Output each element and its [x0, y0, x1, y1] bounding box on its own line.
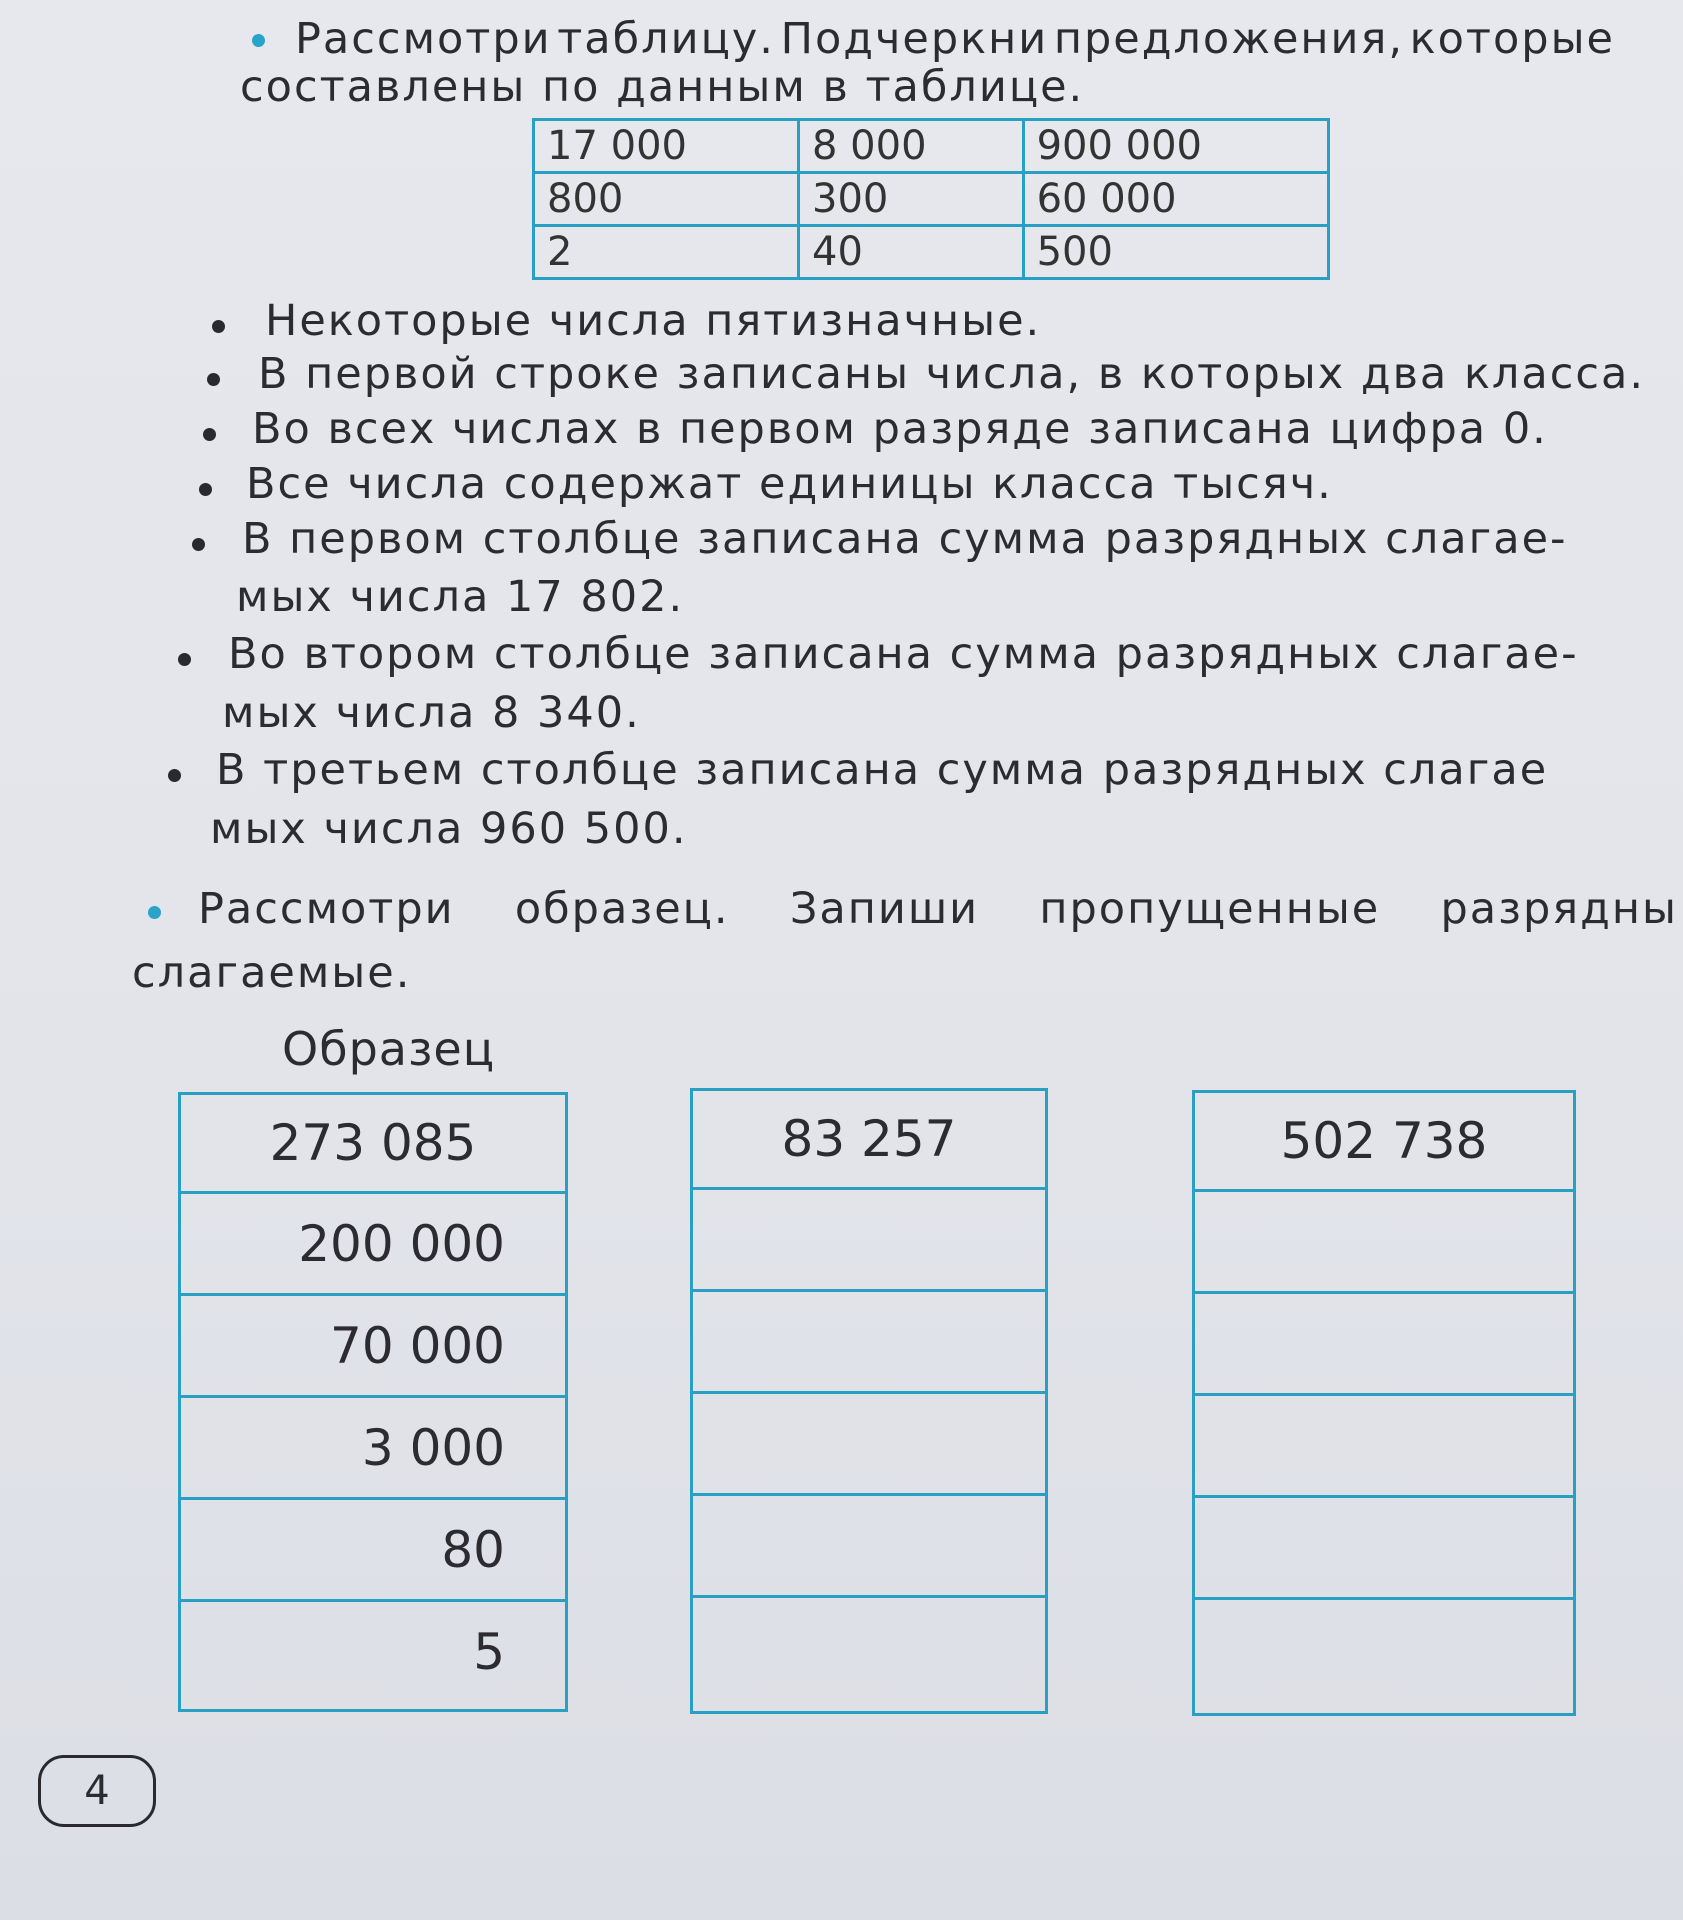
task2-word: Запиши [789, 884, 980, 934]
answer-cell[interactable] [1195, 1393, 1573, 1495]
table-cell: 17 000 [534, 120, 799, 173]
answer-cell[interactable] [1195, 1597, 1573, 1699]
sample-label: Образец [282, 1022, 496, 1076]
statement-bullet-icon [192, 538, 205, 551]
exercise-column-1 [690, 1088, 1048, 1714]
table-cell: 300 [799, 173, 1024, 226]
table-cell: 8 000 [799, 120, 1024, 173]
exercise-column-2 [1192, 1090, 1576, 1716]
table-cell: 900 000 [1023, 120, 1328, 173]
statement-5-line1: В первом столбце записана сумма разрядных слагае- [242, 514, 1568, 564]
sample-cell: 5 [181, 1599, 565, 1701]
answer-cell[interactable] [1195, 1495, 1573, 1597]
table-cell: 800 [534, 173, 799, 226]
task1-word: которые [1409, 14, 1615, 64]
statement-1: Некоторые числа пятизначные. [265, 296, 1042, 346]
task2-word: разрядны [1440, 884, 1678, 934]
statement-7-line1: В третьем столбце записана сумма разрядных слагае [216, 745, 1549, 795]
statement-2: В первой строке записаны числа, в которых два класса. [258, 349, 1646, 399]
statement-bullet-icon [212, 320, 225, 333]
statement-bullet-icon [199, 483, 212, 496]
exercise-header-cell: 502 738 [1280, 1112, 1488, 1170]
sample-column [178, 1092, 568, 1712]
answer-cell[interactable] [693, 1289, 1045, 1391]
answer-cell[interactable] [693, 1595, 1045, 1697]
statement-bullet-icon [168, 769, 181, 782]
task2-bullet-icon [148, 906, 161, 919]
statement-7-line2: мых числа 960 500. [210, 804, 688, 854]
task1-line2: составлены по данным в таблице. [240, 62, 1085, 112]
task2-word: Рассмотри [198, 884, 455, 934]
sample-cell: 70 000 [181, 1293, 565, 1395]
task1-word: Рассмотри [295, 14, 552, 64]
answer-cell[interactable] [693, 1187, 1045, 1289]
task1-word: предложения, [1053, 14, 1405, 64]
table-cell: 40 [799, 226, 1024, 279]
answer-cell[interactable] [693, 1391, 1045, 1493]
task1-bullet-icon [252, 34, 265, 47]
statement-6-line1: Во втором столбце записана сумма разрядных слагае- [228, 629, 1579, 679]
task1-word: таблицу. [557, 14, 775, 64]
numbers-table [532, 118, 1330, 280]
sample-cell: 80 [181, 1497, 565, 1599]
page-number: 4 [38, 1755, 156, 1827]
task1-word: Подчеркни [780, 14, 1049, 64]
table-cell: 60 000 [1023, 173, 1328, 226]
task2-word: образец. [514, 884, 730, 934]
task2-word: пропущенные [1039, 884, 1381, 934]
table-row [534, 226, 1329, 279]
statement-4: Все числа содержат единицы класса тысяч. [246, 459, 1333, 509]
statement-bullet-icon [178, 653, 191, 666]
task2-line2: слагаемые. [132, 948, 412, 998]
table-cell: 500 [1023, 226, 1328, 279]
table-row [534, 120, 1329, 173]
statement-bullet-icon [203, 428, 216, 441]
sample-cell: 273 085 [269, 1114, 477, 1172]
answer-cell[interactable] [1195, 1189, 1573, 1291]
exercise-header-cell: 83 257 [781, 1110, 957, 1168]
task2-line1 [198, 884, 1678, 934]
sample-cell: 3 000 [181, 1395, 565, 1497]
task1-line1 [295, 14, 1615, 64]
statement-5-line2: мых числа 17 802. [236, 572, 685, 622]
table-row [534, 173, 1329, 226]
table-cell: 2 [534, 226, 799, 279]
answer-cell[interactable] [1195, 1291, 1573, 1393]
sample-cell: 200 000 [181, 1191, 565, 1293]
statement-3: Во всех числах в первом разряде записана цифра 0. [252, 404, 1548, 454]
statement-6-line2: мых числа 8 340. [222, 688, 641, 738]
statement-bullet-icon [207, 373, 220, 386]
answer-cell[interactable] [693, 1493, 1045, 1595]
